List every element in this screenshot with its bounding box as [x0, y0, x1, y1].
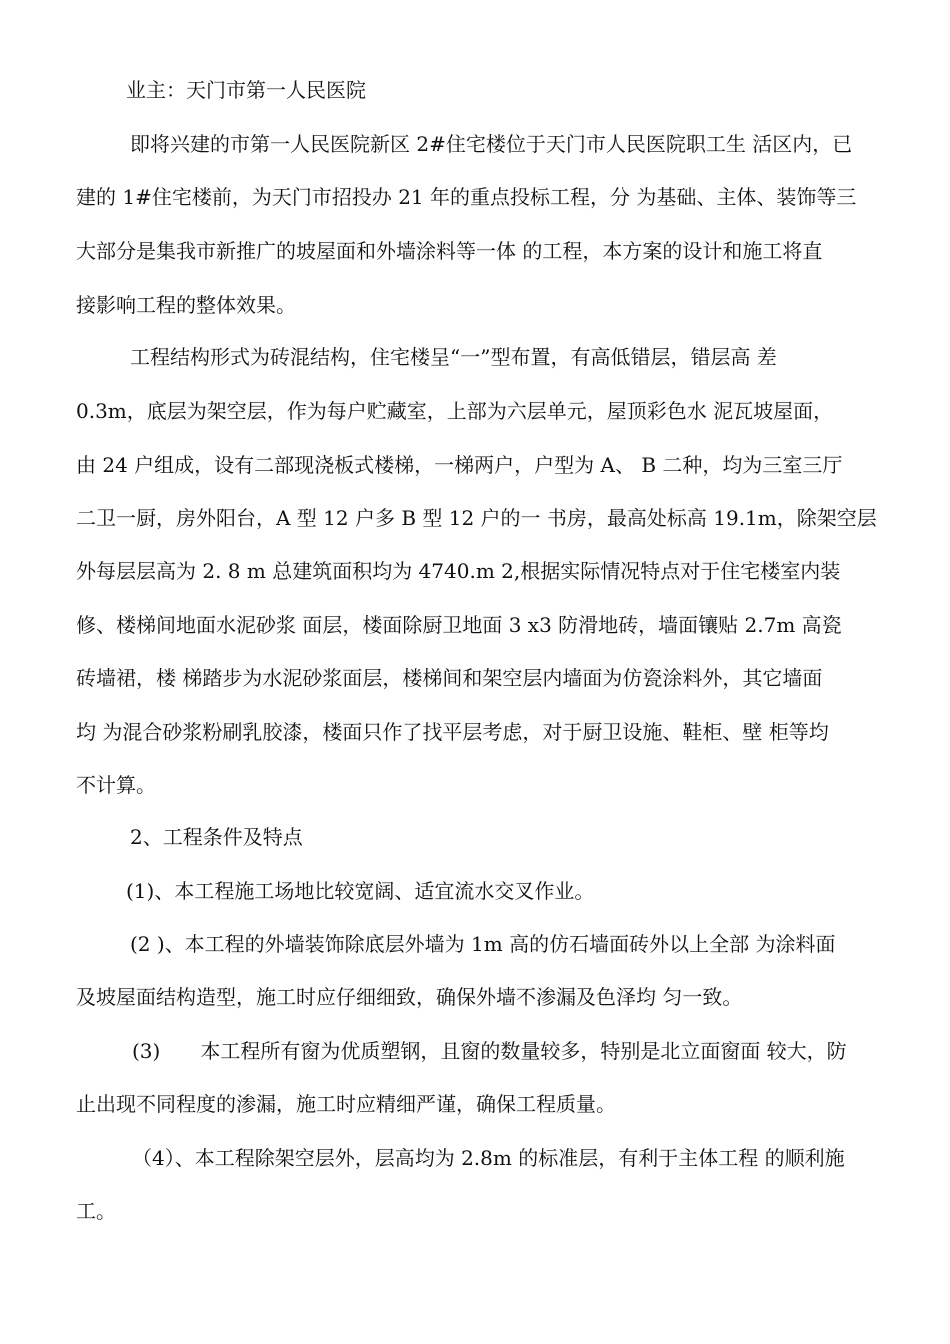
item-2-line-2: 及坡屋面结构造型，施工时应仔细细致，确保外墙不渗漏及色泽均 匀一致。 — [76, 985, 743, 1009]
item-4-line-1: （4）、本工程除架空层外，层高均为 2.8m 的标准层，有利于主体工程 的顺利施 — [132, 1146, 845, 1170]
paragraph-1-line-1: 即将兴建的市第一人民医院新区 2#住宅楼位于天门市人民医院职工生 活区内，已 — [130, 132, 853, 156]
paragraph-2-line-3: 由 24 户组成，设有二部现浇板式楼梯，一梯两户，户型为 A、 B 二种，均为三室三厅 — [76, 453, 843, 477]
paragraph-2-line-9: 不计算。 — [76, 773, 156, 797]
paragraph-2-line-6: 修、楼梯间地面水泥砂浆 面层，楼面除厨卫地面 3 x3 防滑地砖，墙面镶贴 2.7m 高瓷 — [76, 613, 842, 637]
paragraph-2-line-4: 二卫一厨，房外阳台，A 型 12 户多 B 型 12 户的一 书房，最高处标高 19.1m，除架空层 — [76, 506, 877, 530]
item-3-line-1: (3) 本工程所有窗为优质塑钢，且窗的数量较多，特别是北立面窗面 较大，防 — [132, 1039, 847, 1063]
owner-line: 业主：天门市第一人民医院 — [126, 78, 366, 102]
item-1-line-1: (1)、本工程施工场地比较宽阔、适宜流水交叉作业。 — [126, 879, 595, 903]
paragraph-1-line-3: 大部分是集我市新推广的坡屋面和外墙涂料等一体 的工程，本方案的设计和施工将直 — [76, 239, 823, 263]
paragraph-2-line-2: 0.3m，底层为架空层，作为每户贮藏室，上部为六层单元，屋顶彩色水 泥瓦坡屋面， — [76, 399, 834, 423]
section-heading: 2、工程条件及特点 — [130, 825, 303, 849]
item-2-line-1: (2 )、本工程的外墙装饰除底层外墙为 1m 高的仿石墙面砖外以上全部 为涂料面 — [130, 932, 836, 956]
paragraph-2-line-8: 均 为混合砂浆粉刷乳胶漆，楼面只作了找平层考虑，对于厨卫设施、鞋柜、壁 柜等均 — [76, 720, 829, 744]
paragraph-2-line-7: 砖墙裙，楼 梯踏步为水泥砂浆面层，楼梯间和架空层内墙面为仿瓷涂料外，其它墙面 — [76, 666, 823, 690]
paragraph-1-line-2: 建的 1#住宅楼前，为天门市招投办 21 年的重点投标工程，分 为基础、主体、装饰等三 — [76, 185, 857, 209]
paragraph-2-line-5: 外每层层高为 2. 8 m 总建筑面积均为 4740.m 2,根据实际情况特点对于住宅楼室内装 — [76, 559, 841, 583]
item-3-line-2: 止出现不同程度的渗漏，施工时应精细严谨，确保工程质量。 — [76, 1092, 616, 1116]
item-4-line-2: 工。 — [76, 1199, 116, 1223]
paragraph-1-line-4: 接影响工程的整体效果。 — [76, 293, 296, 317]
paragraph-2-line-1: 工程结构形式为砖混结构，住宅楼呈“一”型布置，有高低错层，错层高 差 — [130, 345, 777, 369]
